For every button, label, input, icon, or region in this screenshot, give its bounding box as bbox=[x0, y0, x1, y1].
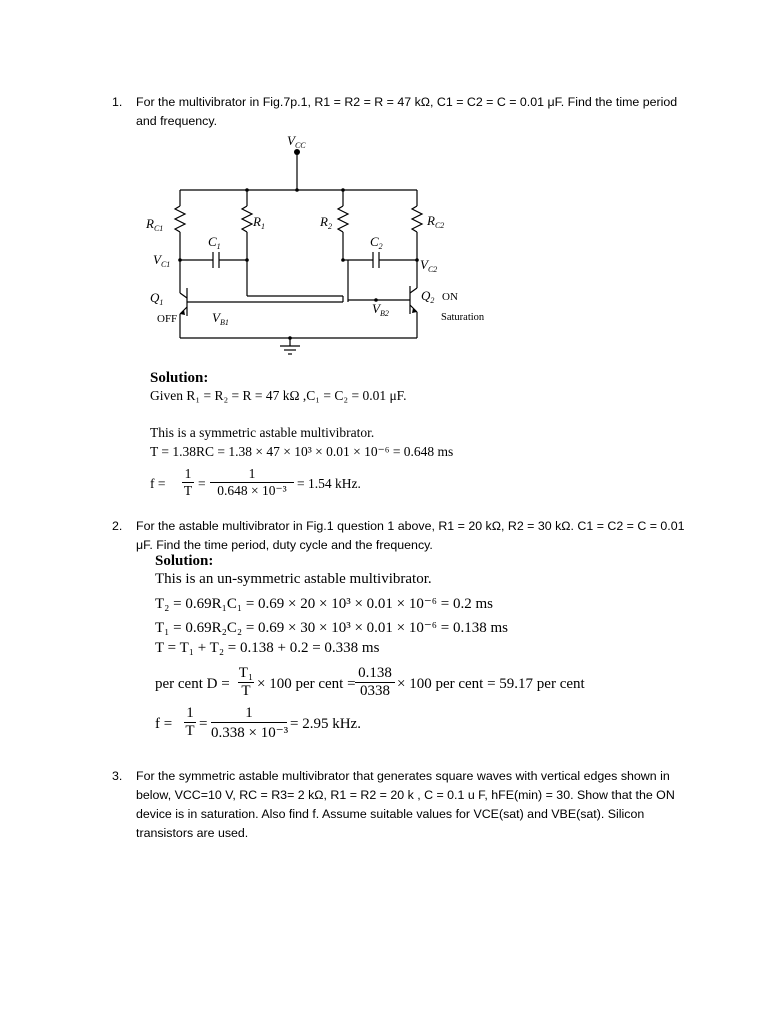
solution-2-d-lhs: per cent D = bbox=[155, 676, 230, 692]
solution-2-d-mid: × 100 per cent = bbox=[257, 676, 356, 692]
solution-2-frequency-result: = 2.95 kHz. bbox=[290, 716, 361, 732]
solution-2-d-fraction bbox=[238, 665, 254, 700]
q2-label: $Q_2$ bbox=[421, 288, 435, 305]
saturation-label: Saturation bbox=[441, 312, 485, 323]
solution-1-f-lhs: f = bbox=[150, 476, 166, 491]
solution-2-t1-equation: T₁ = 0.69R₂C₂ = 0.69 × 30 × 10³ × 0.01 × 10⁻⁶ = 0.138 ms bbox=[155, 620, 508, 636]
solution-2-title: Solution: bbox=[155, 553, 214, 569]
solution-1-fraction-1 bbox=[182, 466, 194, 499]
fraction-numerator: 0.138 bbox=[358, 665, 392, 681]
r1-label: $R_1$ bbox=[253, 214, 265, 231]
solution-2-d-fraction-2 bbox=[355, 665, 395, 700]
fraction-denominator: 0338 bbox=[355, 682, 395, 700]
solution-2-fraction-1 bbox=[184, 705, 196, 740]
solution-2-unsymmetric: This is an un-symmetric astable multivibrator. bbox=[155, 571, 432, 587]
vb1-label: $V_{B1}$ bbox=[212, 310, 229, 327]
question-3 bbox=[112, 767, 687, 843]
fraction-numerator: 1 bbox=[184, 466, 192, 481]
fraction-numerator: T₁ bbox=[238, 665, 254, 681]
fraction-numerator: 1 bbox=[248, 466, 256, 481]
solution-1-period-equation: T = 1.38RC = 1.38 × 47 × 10³ × 0.01 × 10⁻⁶ = 0.648 ms bbox=[150, 444, 454, 459]
solution-1-fraction-2 bbox=[210, 466, 294, 499]
q2-state-label: ON bbox=[442, 291, 458, 303]
rc1-label: $R_{C1}$ bbox=[146, 216, 164, 233]
solution-2-t-equation: T = T₁ + T₂ = 0.138 + 0.2 = 0.338 ms bbox=[155, 640, 380, 656]
question-text: For the multivibrator in Fig.7p.1, R1 = R2 = R = 47 kΩ, C1 = C2 = C = 0.01 μF. Find the time period and frequency. bbox=[136, 95, 678, 128]
solution-2-fraction-2 bbox=[211, 705, 287, 742]
solution-2-d-result: × 100 per cent = 59.17 per cent bbox=[397, 676, 585, 692]
fraction-denominator: T bbox=[238, 682, 254, 700]
r2-label: $R_2$ bbox=[320, 214, 332, 231]
vc2-label: $V_{C2}$ bbox=[420, 257, 438, 274]
vc1-label: $V_{C1}$ bbox=[153, 252, 171, 269]
question-text: For the astable multivibrator in Fig.1 question 1 above, R1 = 20 kΩ, R2 = 30 kΩ. C1 = C2 = C = 0.01 μF. Find the time period, duty cycle and the frequency. bbox=[136, 519, 685, 552]
multivibrator-circuit-diagram bbox=[140, 130, 500, 370]
fraction-denominator: T bbox=[183, 483, 193, 498]
solution-2-f-lhs: f = bbox=[155, 716, 173, 732]
fraction-numerator: 1 bbox=[245, 705, 253, 721]
solution-1-given: Given R₁ = R₂ = R = 47 kΩ ,C₁ = C₂ = 0.01 μF. bbox=[150, 388, 407, 403]
fraction-numerator: 1 bbox=[186, 705, 194, 721]
question-2 bbox=[112, 517, 687, 555]
rc2-label: $R_{C2}$ bbox=[427, 213, 445, 230]
solution-1-title: Solution: bbox=[150, 370, 209, 386]
q1-label: $Q_1$ bbox=[150, 290, 164, 307]
fraction-denominator: 0.338 × 10⁻³ bbox=[211, 722, 287, 742]
solution-1-symmetric: This is a symmetric astable multivibrator. bbox=[150, 425, 375, 440]
q1-state-label: OFF bbox=[157, 313, 178, 325]
solution-1-equals: = bbox=[198, 476, 206, 491]
fraction-denominator: T bbox=[185, 723, 195, 739]
solution-2-equals: = bbox=[199, 716, 208, 732]
c2-label: $C_2$ bbox=[370, 234, 383, 251]
solution-2-t2-equation: T₂ = 0.69R₁C₁ = 0.69 × 20 × 10³ × 0.01 × 10⁻⁶ = 0.2 ms bbox=[155, 596, 493, 612]
question-number: 1. bbox=[112, 95, 123, 109]
c1-label: $C_1$ bbox=[208, 234, 221, 251]
question-text: For the symmetric astable multivibrator that generates square waves with vertical edges shown in below, VCC=10 V, RC = R3= 2 kΩ, R1 = R2 = 20 k , C = 0.1 u F, hFE(min) = 30. Show that the ON device is in saturation. Also find f. Assume suitable values for VCE(sat) and VBE(sat). Silicon transistors are used. bbox=[136, 769, 675, 840]
vcc-label: $V_{CC}$ bbox=[287, 133, 306, 150]
question-1 bbox=[112, 93, 687, 131]
vb2-label: $V_{B2}$ bbox=[372, 301, 389, 318]
solution-1-frequency-result: = 1.54 kHz. bbox=[297, 476, 361, 491]
question-number: 2. bbox=[112, 519, 123, 533]
question-number: 3. bbox=[112, 769, 123, 783]
fraction-denominator: 0.648 × 10⁻³ bbox=[210, 482, 294, 499]
